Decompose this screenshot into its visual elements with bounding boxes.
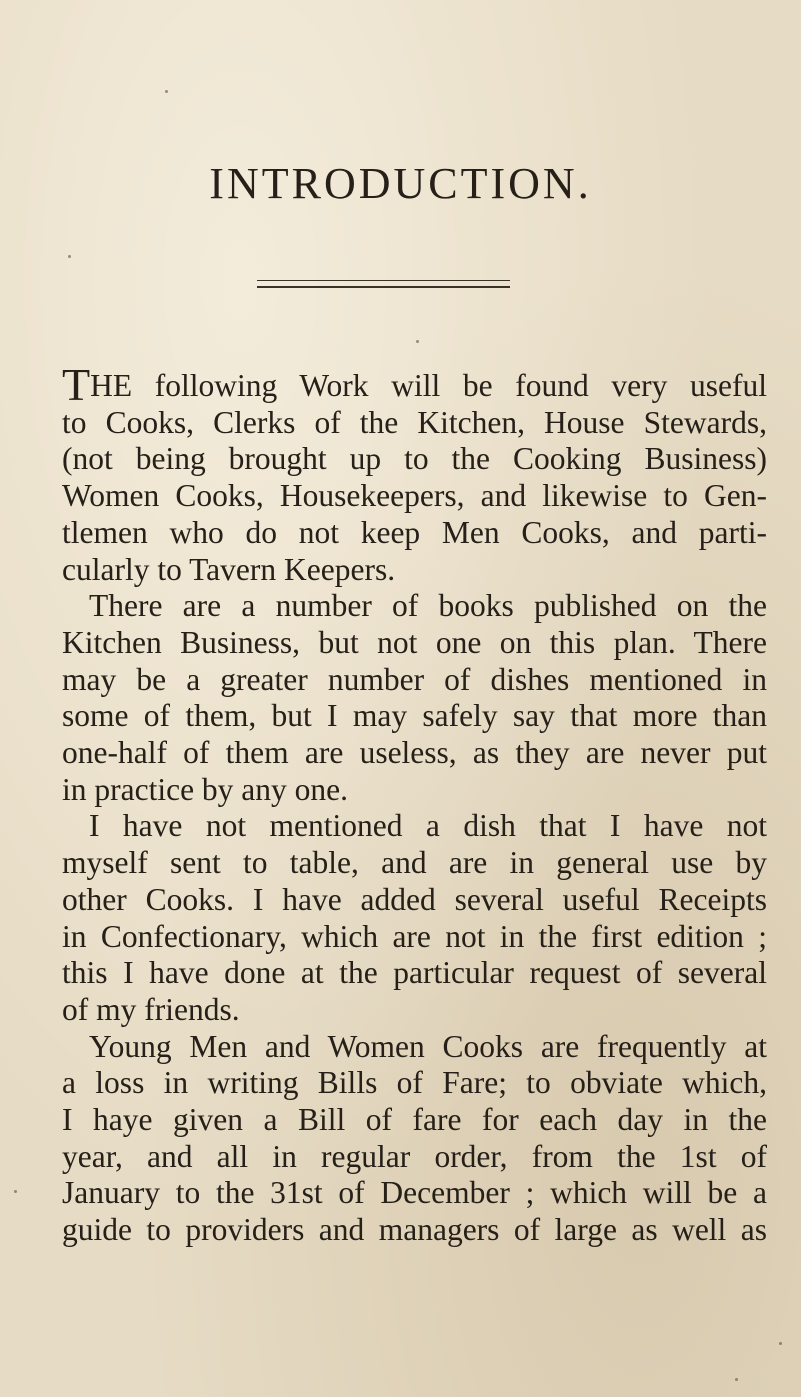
text-line: THE following Work will be found very useful [62, 359, 767, 410]
paragraph-3 [62, 808, 767, 1028]
paragraph-2 [62, 588, 767, 808]
text-line: this I have done at the particular request of several [62, 955, 767, 991]
text-line: to Cooks, Clerks of the Kitchen, House Stewards, [62, 404, 767, 440]
ink-speck [779, 1342, 782, 1345]
text-line: tlemen who do not keep Men Cooks, and parti- [62, 514, 767, 550]
text-line: in practice by any one. [62, 771, 349, 807]
ink-speck [68, 255, 71, 258]
paragraph-4 [62, 1029, 767, 1249]
text-line: myself sent to table, and are in general use by [62, 845, 767, 881]
text-line: year, and all in regular order, from the 1st of [62, 1138, 767, 1174]
text-line: Kitchen Business, but not one on this plan. There [62, 624, 767, 660]
ink-speck [165, 90, 168, 93]
paragraph-1 [62, 359, 767, 588]
text-line: I have not mentioned a dish that I have not [89, 808, 767, 844]
body-text [62, 359, 767, 1249]
text-line: Women Cooks, Housekeepers, and likewise to Gen- [62, 478, 767, 514]
text-line: some of them, but I may safely say that more than [62, 698, 767, 734]
text-line: (not being brought up to the Cooking Business) [62, 441, 767, 477]
text-line: other Cooks. I have added several useful Receipts [62, 881, 767, 917]
text-line: of my friends. [62, 991, 240, 1027]
heading-rule [257, 280, 510, 288]
text-line: There are a number of books published on the [89, 588, 767, 624]
text-line: one-half of them are useless, as they are never put [62, 735, 767, 771]
text-line: cularly to Tavern Keepers. [62, 551, 396, 587]
text-line: January to the 31st of December ; which will be a [62, 1175, 767, 1211]
drop-cap: T [62, 359, 91, 410]
text-line: a loss in writing Bills of Fare; to obviate which, [62, 1065, 767, 1101]
ink-speck [735, 1378, 738, 1381]
text-line: guide to providers and managers of large as well as [62, 1212, 767, 1248]
text-line: may be a greater number of dishes mentioned in [62, 661, 767, 697]
ink-speck [416, 340, 419, 343]
ink-speck [14, 1190, 17, 1193]
text-line: in Confectionary, which are not in the first edition ; [62, 918, 767, 954]
page-heading: INTRODUCTION. [209, 159, 592, 208]
text-line: I haye given a Bill of fare for each day in the [62, 1102, 767, 1138]
text-line: Young Men and Women Cooks are frequently at [89, 1028, 767, 1064]
